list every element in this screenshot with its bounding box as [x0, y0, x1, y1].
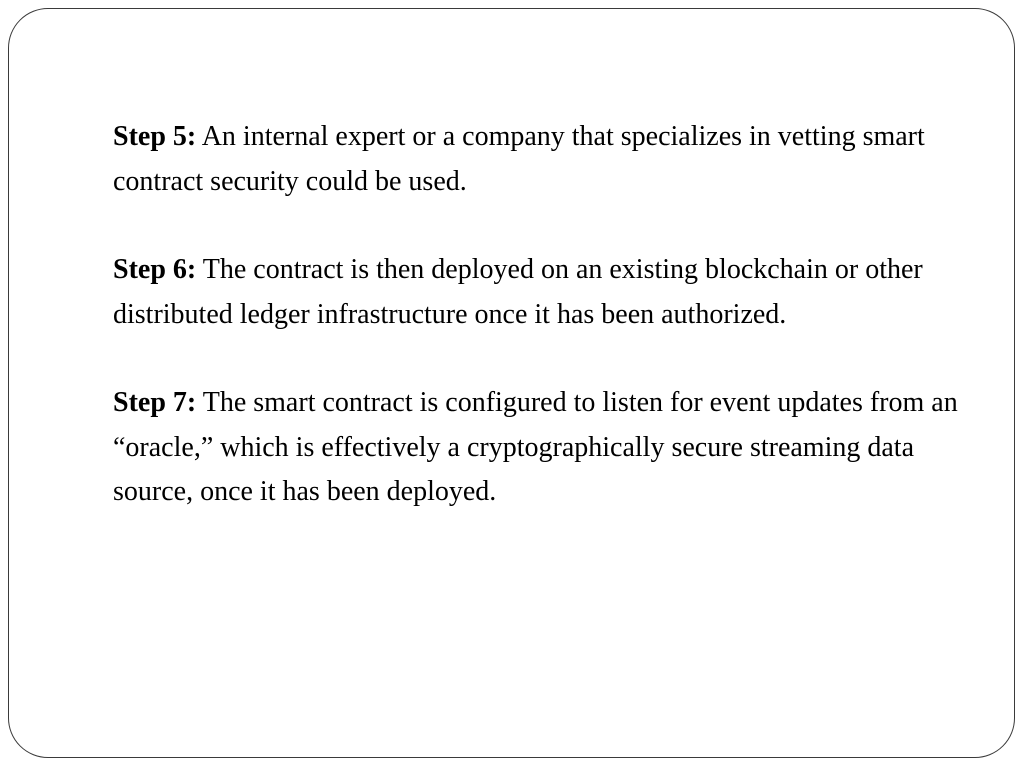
step-7-label: Step 7: — [113, 387, 197, 418]
step-5-paragraph — [113, 115, 973, 204]
step-5-text: An internal expert or a company that specializes in vetting smart contract security could be used. — [113, 121, 925, 197]
step-6-text: The contract is then deployed on an existing blockchain or other distributed ledger infrastructure once it has been authorized. — [113, 254, 923, 330]
step-6-label: Step 6: — [113, 254, 197, 285]
step-5-label: Step 5: — [113, 121, 197, 152]
step-6-paragraph — [113, 248, 973, 337]
slide-body — [113, 115, 973, 559]
step-7-text: The smart contract is configured to listen for event updates from an “oracle,” which is effectively a cryptographically secure streaming data source, once it has been deployed. — [113, 387, 958, 507]
step-7-paragraph — [113, 381, 973, 515]
